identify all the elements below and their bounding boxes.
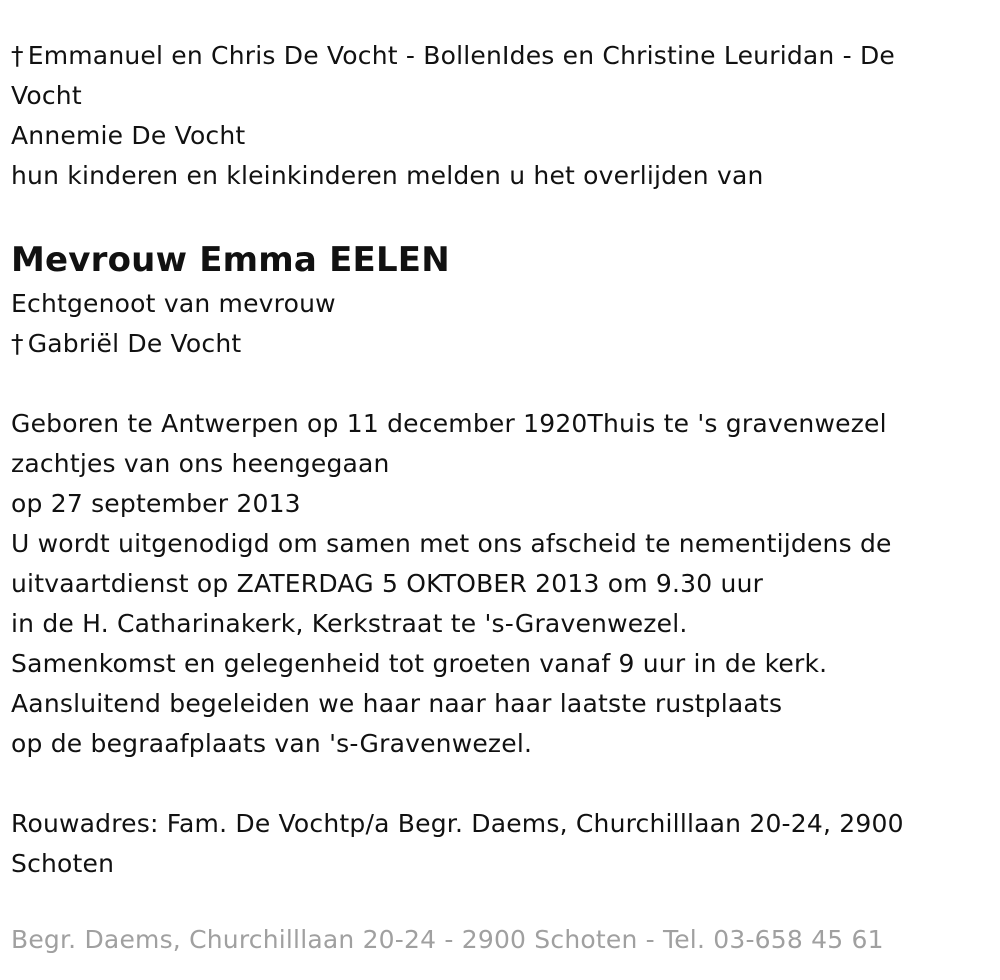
spacer bbox=[11, 364, 960, 404]
funeral-home-footer: Begr. Daems, Churchilllaan 20-24 - 2900 Schoten - Tel. 03-658 45 61 bbox=[11, 925, 884, 954]
cross-icon: † bbox=[11, 41, 24, 70]
funeral-invitation: U wordt uitgenodigd om samen met ons afscheid te nementijdens de uitvaartdienst op ZATERDAG 5 OKTOBER 2013 om 9.30 uur bbox=[11, 529, 892, 598]
spacer bbox=[11, 196, 960, 236]
death-date: op 27 september 2013 bbox=[11, 489, 301, 518]
burial-info-1: Aansluitend begeleiden we haar naar haar laatste rustplaats bbox=[11, 689, 783, 718]
deceased-name: Mevrouw Emma EELEN bbox=[11, 240, 450, 280]
spouse-label: Echtgenoot van mevrouw bbox=[11, 289, 336, 318]
intro-families bbox=[11, 36, 960, 116]
cross-icon: † bbox=[11, 329, 24, 358]
intro-families-text: Emmanuel en Chris De Vocht - BollenIdes en Christine Leuridan - De Vocht bbox=[11, 41, 896, 110]
spouse-name bbox=[11, 324, 960, 364]
mourning-address: Rouwadres: Fam. De Vochtp/a Begr. Daems, Churchilllaan 20-24, 2900 Schoten bbox=[11, 809, 904, 878]
spouse-name-text: Gabriël De Vocht bbox=[27, 329, 242, 358]
spacer bbox=[11, 764, 960, 804]
church-location: in de H. Catharinakerk, Kerkstraat te 's-Gravenwezel. bbox=[11, 609, 688, 638]
intro-annemie: Annemie De Vocht bbox=[11, 121, 246, 150]
burial-info-2: op de begraafplaats van 's-Gravenwezel. bbox=[11, 729, 533, 758]
intro-announcement: hun kinderen en kleinkinderen melden u het overlijden van bbox=[11, 161, 764, 190]
gathering-info: Samenkomst en gelegenheid tot groeten vanaf 9 uur in de kerk. bbox=[11, 649, 828, 678]
birth-and-home: Geboren te Antwerpen op 11 december 1920Thuis te 's gravenwezel zachtjes van ons heengegaan bbox=[11, 409, 887, 478]
